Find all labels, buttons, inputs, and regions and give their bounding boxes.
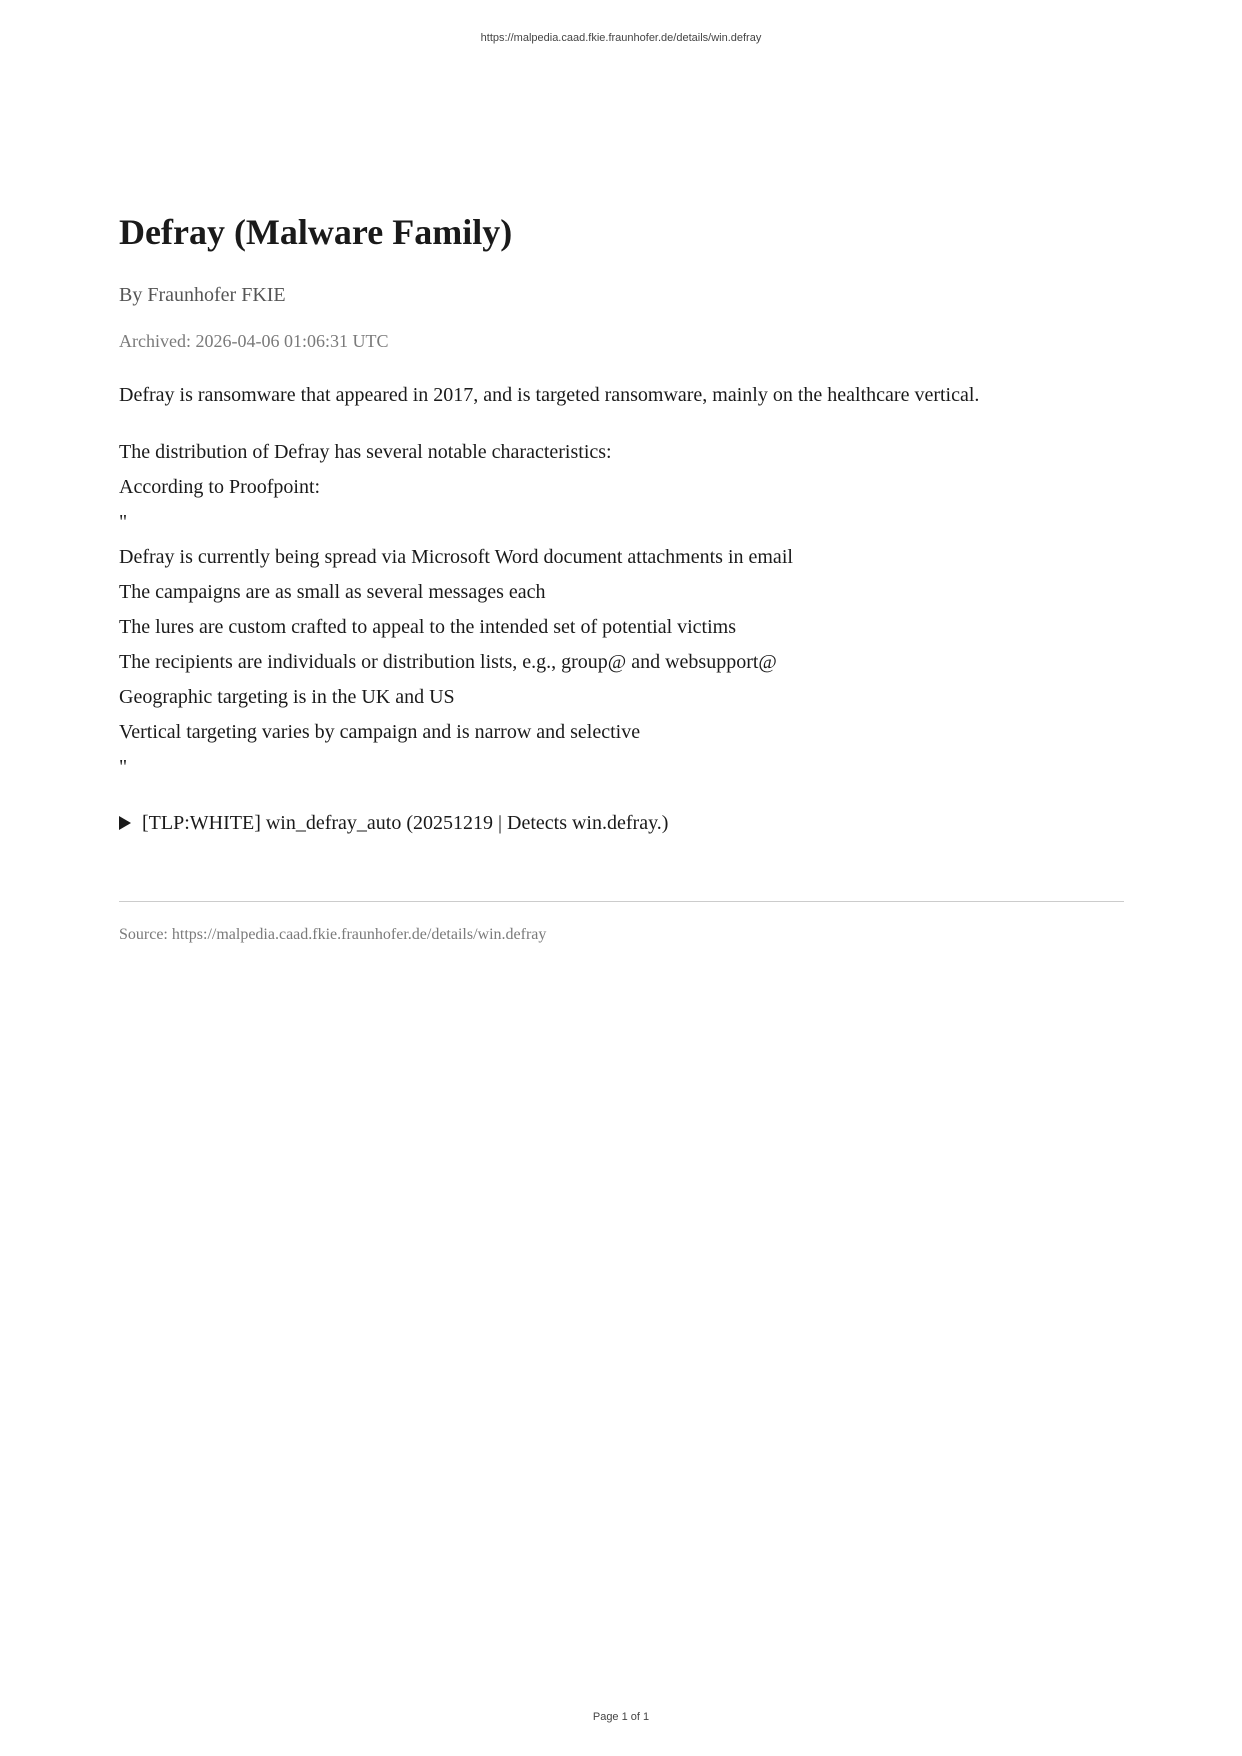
header-url: https://malpedia.caad.fkie.fraunhofer.de/details/win.defray [480,32,762,44]
byline: By Fraunhofer FKIE [119,284,286,306]
list-item: Vertical targeting varies by campaign and is narrow and selective [119,721,641,743]
archived-timestamp: Archived: 2026-04-06 01:06:31 UTC [119,331,389,351]
list-item: The campaigns are as small as several messages each [119,581,546,603]
article [119,210,1124,946]
intro-paragraph: Defray is ransomware that appeared in 2017, and is targeted ransomware, mainly on the healthcare vertical. [119,384,980,406]
list-item: The lures are custom crafted to appeal to the intended set of potential victims [119,616,737,638]
yara-rule-summary[interactable]: [TLP:WHITE] win_defray_auto (20251219 | Detects win.defray.) [142,812,669,834]
quote-mark: " [119,756,128,778]
page-number: Page 1 of 1 [592,1711,650,1723]
list-item: Geographic targeting is in the UK and US [119,686,455,708]
page-title: Defray (Malware Family) [119,212,513,252]
distribution-list [119,435,1124,785]
list-item: The distribution of Defray has several notable characteristics: [119,441,612,463]
divider [119,901,1124,902]
list-item: Defray is currently being spread via Microsoft Word document attachments in email [119,546,793,568]
list-item: According to Proofpoint: [119,476,321,498]
disclosure-triangle-icon[interactable] [119,816,131,830]
source-line: Source: https://malpedia.caad.fkie.fraunhofer.de/details/win.defray [119,926,547,943]
list-item: The recipients are individuals or distribution lists, e.g., group@ and websupport@ [119,651,777,673]
yara-rule-disclosure[interactable] [119,809,1124,837]
quote-mark: " [119,511,128,533]
